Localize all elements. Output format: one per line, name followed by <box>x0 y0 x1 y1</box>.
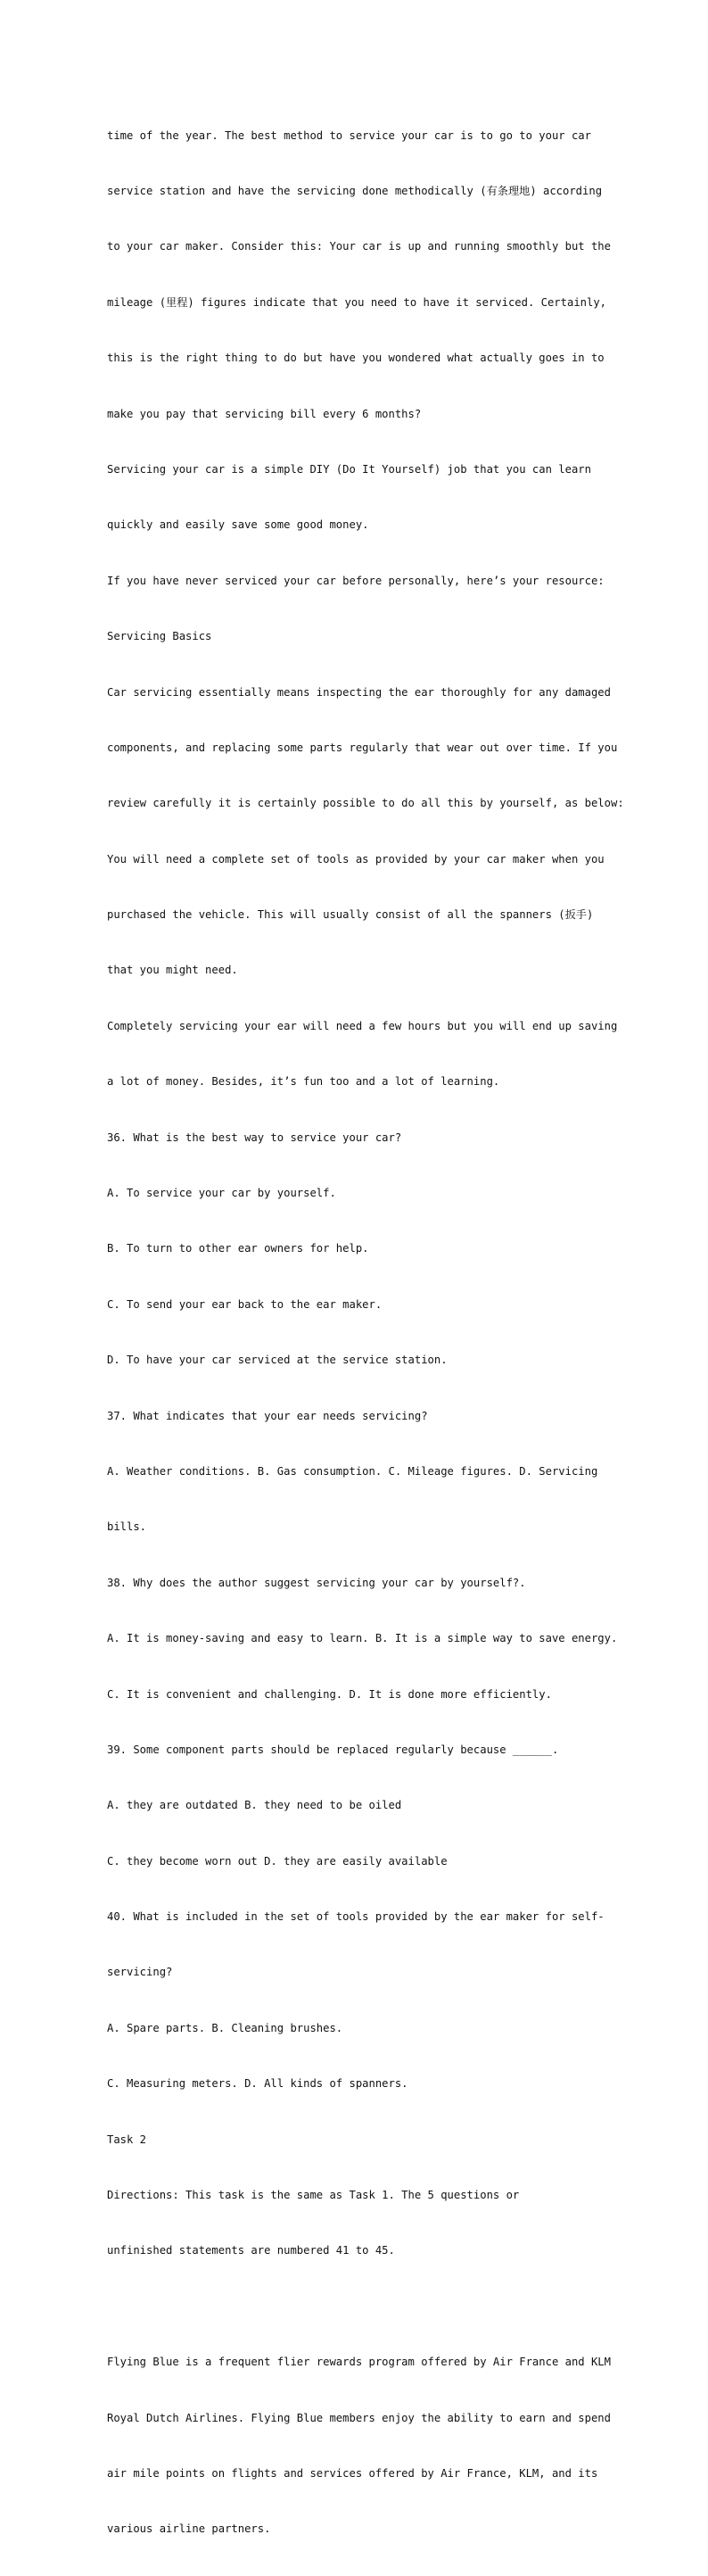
question-40: 40. What is included in the set of tools provided by the ear maker for self- <box>107 1910 605 1924</box>
text-line: purchased the vehicle. This will usually consist of all the spanners (扳手) <box>107 908 594 922</box>
text-line: service station and have the servicing done methodically (有条理地) according <box>107 184 603 197</box>
text-line: Royal Dutch Airlines. Flying Blue members enjoy the ability to earn and spend <box>107 2411 611 2424</box>
text-line: review carefully it is certainly possible to do all this by yourself, as below: <box>107 797 624 810</box>
text-line: various airline partners. <box>107 2522 271 2536</box>
task-heading: Task 2 <box>107 2133 147 2146</box>
section-heading: Servicing Basics <box>107 630 212 643</box>
text-line: servicing? <box>107 1966 173 1979</box>
option-line: B. To turn to other ear owners for help. <box>107 1242 369 1255</box>
directions-line: Directions: This task is the same as Task 1. The 5 questions or <box>107 2189 520 2202</box>
question-38: 38. Why does the author suggest servicing your car by yourself?. <box>107 1576 526 1589</box>
directions-line: unfinished statements are numbered 41 to 45. <box>107 2244 395 2257</box>
text-line: You will need a complete set of tools as provided by your car maker when you <box>107 852 605 866</box>
question-39: 39. Some component parts should be replaced regularly because ______. <box>107 1743 559 1756</box>
option-line: A. they are outdated B. they need to be oiled <box>107 1799 402 1812</box>
text-line: this is the right thing to do but have you wondered what actually goes in to <box>107 352 605 365</box>
text-line: Completely servicing your ear will need a few hours but you will end up saving <box>107 1019 618 1032</box>
text-line: to your car maker. Consider this: Your car is up and running smoothly but the <box>107 240 611 253</box>
option-line: A. To service your car by yourself. <box>107 1187 336 1200</box>
option-line: C. To send your ear back to the ear maker. <box>107 1297 383 1311</box>
text-line: that you might need. <box>107 964 238 977</box>
text-line: a lot of money. Besides, it’s fun too and a lot of learning. <box>107 1075 500 1089</box>
text-line: make you pay that servicing bill every 6 months? <box>107 407 422 420</box>
option-line: C. Measuring meters. D. All kinds of spanners. <box>107 2077 408 2091</box>
text-line: Car servicing essentially means inspecting the ear thoroughly for any damaged <box>107 685 611 699</box>
text-line: Servicing your car is a simple DIY (Do It Yourself) job that you can learn <box>107 462 591 476</box>
option-line: C. they become worn out D. they are easily available <box>107 1854 448 1868</box>
text-line: quickly and easily save some good money. <box>107 518 369 532</box>
option-line: A. It is money-saving and easy to learn. B. It is a simple way to save energy. <box>107 1632 618 1645</box>
text-line: air mile points on flights and services offered by Air France, KLM, and its <box>107 2467 598 2480</box>
text-line: mileage (里程) figures indicate that you need to have it serviced. Certainly, <box>107 295 607 309</box>
text-line: time of the year. The best method to service your car is to go to your car <box>107 128 591 142</box>
option-line: A. Weather conditions. B. Gas consumption. C. Mileage figures. D. Servicing <box>107 1464 598 1478</box>
option-line: C. It is convenient and challenging. D. It is done more efficiently. <box>107 1687 552 1701</box>
question-37: 37. What indicates that your ear needs servicing? <box>107 1409 428 1422</box>
text-line: components, and replacing some parts regularly that wear out over time. If you <box>107 741 618 754</box>
text-line: If you have never serviced your car before personally, here’s your resource: <box>107 574 605 587</box>
option-line: A. Spare parts. B. Cleaning brushes. <box>107 2021 343 2034</box>
option-line: D. To have your car serviced at the service station. <box>107 1354 448 1367</box>
blank-line <box>107 2298 606 2316</box>
question-36: 36. What is the best way to service your car? <box>107 1131 402 1144</box>
document-body <box>107 89 624 2576</box>
text-line: Flying Blue is a frequent flier rewards program offered by Air France and KLM <box>107 2356 611 2369</box>
option-line: bills. <box>107 1520 147 1534</box>
